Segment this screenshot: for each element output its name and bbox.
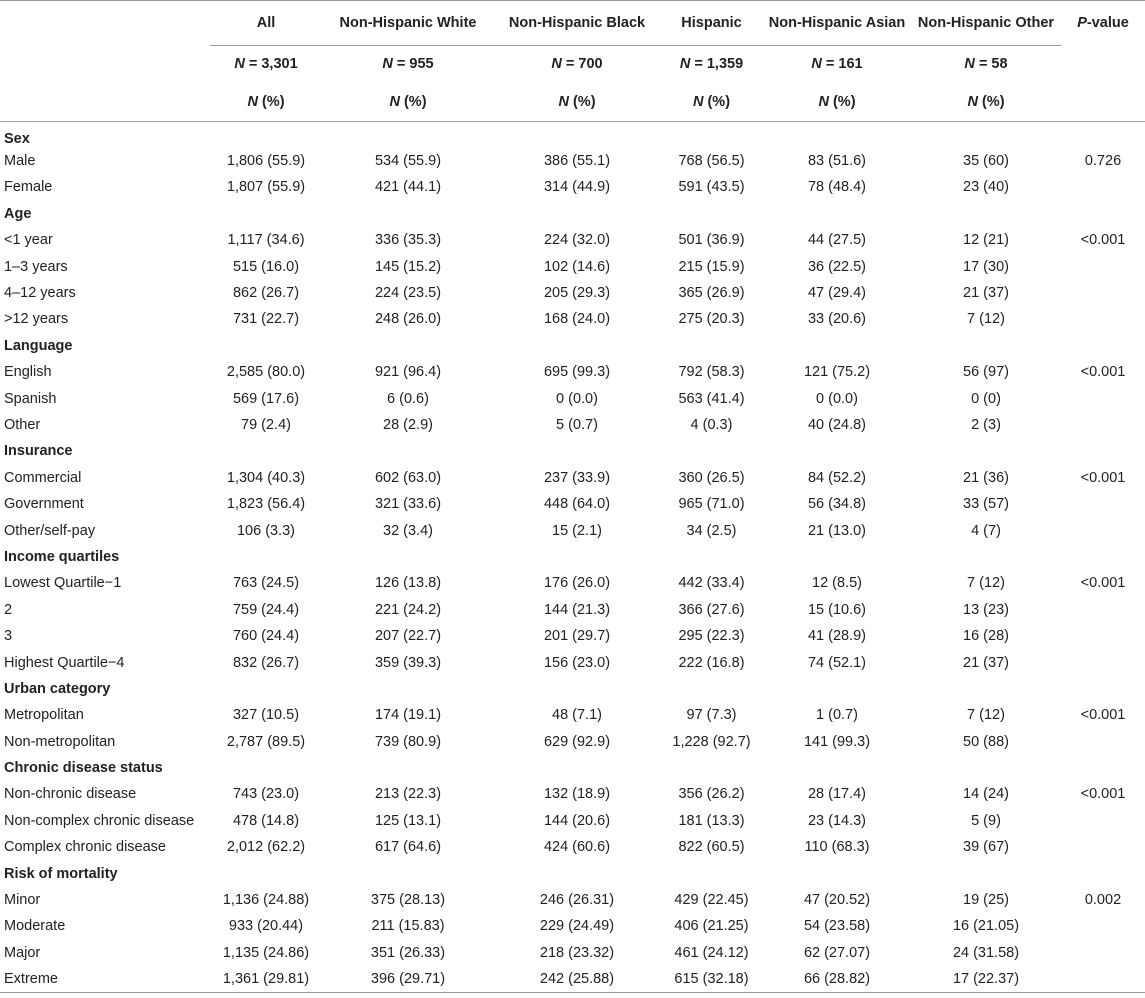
n-count-cell: N = 955	[322, 46, 494, 83]
value-cell: 35 (60)	[963, 153, 1009, 170]
value-cell: 448 (64.0)	[543, 496, 611, 513]
row-label: Non-metropolitan	[4, 733, 116, 750]
p-value-cell	[1061, 597, 1145, 623]
value-cell: 16 (28)	[963, 628, 1009, 645]
value-cell: 921 (96.4)	[374, 364, 442, 381]
value-cell: 84 (52.2)	[807, 469, 867, 486]
value-cell: 366 (27.6)	[678, 601, 745, 618]
value-cell: 15 (2.1)	[552, 522, 602, 539]
table-row	[0, 491, 1145, 517]
value-cell: 763 (24.5)	[232, 575, 300, 592]
value-cell: 6 (0.6)	[387, 390, 429, 407]
table-header	[0, 1, 1145, 122]
value-cell: 79 (2.4)	[241, 416, 291, 433]
table-row	[0, 597, 1145, 623]
value-cell: 110 (68.3)	[804, 839, 870, 856]
section-header-row	[0, 333, 1145, 359]
value-cell: 48 (7.1)	[552, 707, 602, 724]
value-cell: 78 (48.4)	[807, 179, 867, 196]
value-cell: 144 (21.3)	[543, 601, 611, 618]
row-label: Complex chronic disease	[4, 839, 166, 856]
value-cell: 33 (57)	[963, 496, 1009, 513]
table-row	[0, 148, 1145, 174]
value-cell: 0 (0)	[971, 390, 1001, 407]
value-cell: 4 (0.3)	[690, 416, 733, 433]
header-empty	[0, 46, 210, 83]
value-cell: 21 (37)	[963, 654, 1009, 671]
value-cell: 246 (26.31)	[539, 892, 615, 909]
p-value-cell	[1061, 174, 1145, 200]
row-label: English	[4, 364, 52, 381]
table-row	[0, 465, 1145, 491]
section-title: Age	[4, 205, 32, 222]
row-label: Other	[4, 416, 41, 433]
value-cell: 125 (13.1)	[374, 812, 442, 829]
col-header-nh-white: Non-Hispanic White	[339, 15, 477, 31]
header-empty	[1061, 46, 1145, 83]
value-cell: 327 (10.5)	[232, 707, 300, 724]
value-cell: 386 (55.1)	[543, 153, 611, 170]
value-cell: 24 (31.58)	[952, 944, 1020, 961]
row-label: Commercial	[4, 469, 82, 486]
value-cell: 145 (15.2)	[374, 258, 442, 275]
value-cell: 442 (33.4)	[678, 575, 745, 592]
p-value-cell	[1061, 280, 1145, 306]
percent-header-cell: N (%)	[692, 93, 731, 110]
value-cell: 515 (16.0)	[232, 258, 300, 275]
row-label: Extreme	[4, 970, 58, 987]
row-label: 4–12 years	[4, 285, 76, 302]
value-cell: 218 (23.32)	[539, 944, 615, 961]
value-cell: 1,823 (56.4)	[226, 496, 306, 513]
value-cell: 36 (22.5)	[807, 258, 867, 275]
value-cell: 132 (18.9)	[543, 786, 611, 803]
value-cell: 743 (23.0)	[232, 786, 300, 803]
percent-header-cell: N (%)	[967, 93, 1005, 110]
value-cell: 56 (34.8)	[807, 496, 867, 513]
value-cell: 461 (24.12)	[674, 944, 749, 961]
value-cell: 17 (22.37)	[952, 970, 1020, 987]
table-row	[0, 359, 1145, 385]
value-cell: 1,806 (55.9)	[226, 153, 306, 170]
row-label: Highest Quartile−4	[4, 654, 125, 671]
value-cell: 221 (24.2)	[374, 601, 442, 618]
value-cell: 375 (28.13)	[370, 892, 446, 909]
value-cell: 211 (15.83)	[371, 918, 445, 935]
section-header-row	[0, 755, 1145, 781]
value-cell: 832 (26.7)	[232, 654, 300, 671]
value-cell: 360 (26.5)	[678, 469, 745, 486]
value-cell: 4 (7)	[971, 522, 1001, 539]
section-title: Insurance	[4, 443, 73, 460]
value-cell: 213 (22.3)	[374, 786, 442, 803]
table-row	[0, 702, 1145, 728]
table-row	[0, 385, 1145, 411]
row-label: Non-complex chronic disease	[4, 812, 195, 829]
value-cell: 28 (2.9)	[383, 416, 433, 433]
value-cell: 121 (75.2)	[803, 364, 871, 381]
n-count-cell: N = 1,359	[660, 46, 763, 83]
value-cell: 14 (24)	[963, 786, 1009, 803]
value-cell: 33 (20.6)	[807, 311, 867, 328]
value-cell: 102 (14.6)	[543, 258, 611, 275]
percent-header-row	[0, 83, 1145, 122]
value-cell: 224 (23.5)	[374, 285, 442, 302]
n-count-row	[0, 46, 1145, 83]
value-cell: 12 (8.5)	[812, 575, 862, 592]
row-label: Spanish	[4, 390, 57, 407]
row-label: Lowest Quartile−1	[4, 575, 122, 592]
table-row	[0, 623, 1145, 649]
p-value-cell	[1061, 913, 1145, 939]
value-cell: 359 (39.3)	[374, 654, 442, 671]
table-row	[0, 808, 1145, 834]
value-cell: 17 (30)	[963, 258, 1009, 275]
row-label: Major	[4, 944, 41, 961]
section-header-row	[0, 860, 1145, 886]
value-cell: 54 (23.58)	[803, 918, 871, 935]
value-cell: 47 (29.4)	[807, 285, 867, 302]
value-cell: 760 (24.4)	[232, 628, 300, 645]
value-cell: 19 (25)	[963, 892, 1009, 909]
value-cell: 13 (23)	[963, 601, 1009, 618]
value-cell: 5 (9)	[971, 812, 1001, 829]
value-cell: 21 (36)	[963, 469, 1009, 486]
value-cell: 224 (32.0)	[543, 232, 611, 249]
value-cell: 39 (67)	[963, 839, 1009, 856]
value-cell: 16 (21.05)	[952, 918, 1020, 935]
table-row	[0, 781, 1145, 807]
value-cell: 181 (13.3)	[678, 812, 745, 829]
p-value-cell	[1061, 649, 1145, 675]
value-cell: 1,228 (92.7)	[672, 733, 751, 750]
value-cell: 615 (32.18)	[674, 970, 749, 987]
value-cell: 23 (40)	[963, 179, 1009, 196]
value-cell: 351 (26.33)	[370, 944, 446, 961]
n-count-cell: N = 161	[763, 46, 911, 83]
table-row	[0, 834, 1145, 860]
section-header-row	[0, 438, 1145, 464]
section-header-row	[0, 122, 1145, 148]
row-label: Metropolitan	[4, 707, 84, 724]
p-value-cell	[1061, 623, 1145, 649]
value-cell: 21 (37)	[963, 285, 1009, 302]
p-value-cell	[1061, 728, 1145, 754]
value-cell: 314 (44.9)	[543, 179, 611, 196]
p-value-cell	[1061, 491, 1145, 517]
table-row	[0, 517, 1145, 543]
table-row	[0, 412, 1145, 438]
col-header-pvalue: P-value	[1077, 15, 1129, 32]
section-title: Income quartiles	[4, 548, 120, 565]
value-cell: 174 (19.1)	[374, 707, 442, 724]
value-cell: 862 (26.7)	[232, 285, 300, 302]
value-cell: 365 (26.9)	[678, 285, 745, 302]
value-cell: 629 (92.9)	[543, 733, 611, 750]
value-cell: 295 (22.3)	[678, 628, 745, 645]
p-value-cell	[1061, 412, 1145, 438]
value-cell: 50 (88)	[963, 733, 1009, 750]
value-cell: 501 (36.9)	[678, 232, 745, 249]
p-value-cell: <0.001	[1080, 707, 1126, 724]
value-cell: 23 (14.3)	[807, 812, 867, 829]
value-cell: 1,361 (29.81)	[222, 970, 310, 987]
value-cell: 15 (10.6)	[807, 601, 867, 618]
n-count-cell: N = 3,301	[210, 46, 322, 83]
row-label: Male	[4, 153, 36, 170]
value-cell: 1,807 (55.9)	[226, 179, 306, 196]
section-header-row	[0, 201, 1145, 227]
value-cell: 792 (58.3)	[678, 364, 745, 381]
table-body	[0, 122, 1145, 993]
value-cell: 40 (24.8)	[807, 416, 867, 433]
value-cell: 215 (15.9)	[678, 258, 745, 275]
value-cell: 2,585 (80.0)	[226, 364, 306, 381]
value-cell: 1,135 (24.86)	[222, 944, 310, 961]
value-cell: 321 (33.6)	[374, 496, 442, 513]
value-cell: 83 (51.6)	[807, 153, 867, 170]
p-value-cell: 0.002	[1084, 892, 1122, 909]
value-cell: 356 (26.2)	[678, 786, 745, 803]
p-value-cell	[1061, 940, 1145, 966]
value-cell: 176 (26.0)	[543, 575, 611, 592]
percent-header-cell: N (%)	[247, 93, 285, 110]
col-header-nh-asian: Non-Hispanic Asian	[768, 15, 906, 31]
table-row	[0, 280, 1145, 306]
value-cell: 7 (12)	[967, 707, 1005, 724]
value-cell: 74 (52.1)	[807, 654, 867, 671]
value-cell: 429 (22.45)	[674, 892, 749, 909]
p-value-cell	[1061, 385, 1145, 411]
n-count-cell: N = 700	[494, 46, 660, 83]
table-row	[0, 570, 1145, 596]
value-cell: 229 (24.49)	[539, 918, 615, 935]
col-header-hispanic: Hispanic	[681, 15, 742, 31]
header-empty	[0, 83, 210, 122]
col-header-nh-black: Non-Hispanic Black	[508, 15, 646, 31]
p-value-cell: <0.001	[1080, 364, 1126, 381]
section-title: Urban category	[4, 680, 111, 697]
table-row	[0, 887, 1145, 913]
p-value-cell: <0.001	[1080, 469, 1126, 486]
value-cell: 336 (35.3)	[374, 232, 442, 249]
p-value-cell: <0.001	[1080, 786, 1126, 803]
row-label: 2	[4, 601, 13, 618]
value-cell: 56 (97)	[963, 364, 1009, 381]
p-value-cell	[1061, 253, 1145, 279]
value-cell: 768 (56.5)	[678, 153, 745, 170]
value-cell: 965 (71.0)	[678, 496, 745, 513]
value-cell: 396 (29.71)	[370, 970, 446, 987]
value-cell: 144 (20.6)	[543, 812, 611, 829]
value-cell: 478 (14.8)	[232, 812, 300, 829]
value-cell: 275 (20.3)	[678, 311, 745, 328]
p-value-cell	[1061, 306, 1145, 332]
value-cell: 21 (13.0)	[807, 522, 867, 539]
header-empty	[0, 1, 210, 46]
value-cell: 602 (63.0)	[374, 469, 442, 486]
value-cell: 5 (0.7)	[556, 416, 598, 433]
value-cell: 1,136 (24.88)	[222, 892, 310, 909]
value-cell: 2,787 (89.5)	[226, 733, 306, 750]
value-cell: 2 (3)	[971, 416, 1001, 433]
value-cell: 591 (43.5)	[678, 179, 745, 196]
row-label: >12 years	[4, 311, 69, 328]
value-cell: 933 (20.44)	[228, 918, 304, 935]
col-header-nh-other: Non-Hispanic Other	[917, 15, 1055, 31]
table-row	[0, 253, 1145, 279]
row-label: Government	[4, 496, 84, 513]
value-cell: 12 (21)	[963, 232, 1009, 249]
value-cell: 563 (41.4)	[678, 390, 745, 407]
value-cell: 7 (12)	[967, 575, 1005, 592]
row-label: Moderate	[4, 918, 66, 935]
section-title: Chronic disease status	[4, 760, 163, 777]
section-title: Risk of mortality	[4, 865, 118, 882]
value-cell: 237 (33.9)	[543, 469, 611, 486]
row-label: Non-chronic disease	[4, 786, 137, 803]
value-cell: 222 (16.8)	[678, 654, 745, 671]
percent-header-cell: N (%)	[558, 93, 596, 110]
value-cell: 617 (64.6)	[374, 839, 442, 856]
table-row	[0, 174, 1145, 200]
table-row	[0, 913, 1145, 939]
value-cell: 34 (2.5)	[686, 522, 737, 539]
row-label: 3	[4, 628, 13, 645]
value-cell: 731 (22.7)	[232, 311, 300, 328]
value-cell: 822 (60.5)	[678, 839, 745, 856]
value-cell: 424 (60.6)	[543, 839, 611, 856]
value-cell: 32 (3.4)	[383, 522, 433, 539]
value-cell: 66 (28.82)	[803, 970, 871, 987]
section-title: Language	[4, 337, 73, 354]
value-cell: 421 (44.1)	[374, 179, 442, 196]
value-cell: 28 (17.4)	[807, 786, 867, 803]
n-count-cell: N = 58	[911, 46, 1061, 83]
p-value-cell	[1061, 966, 1145, 992]
table-row	[0, 649, 1145, 675]
table-row	[0, 966, 1145, 992]
section-title: Sex	[4, 130, 30, 147]
value-cell: 47 (20.52)	[803, 892, 871, 909]
row-label: Female	[4, 179, 53, 196]
col-header-all: All	[256, 15, 276, 31]
value-cell: 126 (13.8)	[374, 575, 442, 592]
section-header-row	[0, 544, 1145, 570]
table-row	[0, 728, 1145, 754]
p-value-cell: 0.726	[1084, 153, 1122, 170]
value-cell: 62 (27.07)	[803, 944, 871, 961]
p-value-cell: <0.001	[1080, 232, 1126, 249]
table-row	[0, 227, 1145, 253]
value-cell: 106 (3.3)	[236, 522, 296, 539]
value-cell: 201 (29.7)	[543, 628, 611, 645]
p-value-cell	[1061, 517, 1145, 543]
value-cell: 141 (99.3)	[803, 733, 871, 750]
p-value-cell: <0.001	[1080, 575, 1126, 592]
row-label: 1–3 years	[4, 258, 68, 275]
row-label: Minor	[4, 892, 41, 909]
value-cell: 156 (23.0)	[543, 654, 611, 671]
p-value-cell	[1061, 808, 1145, 834]
value-cell: 739 (80.9)	[374, 733, 442, 750]
value-cell: 1,117 (34.6)	[227, 232, 305, 249]
section-header-row	[0, 676, 1145, 702]
value-cell: 1 (0.7)	[816, 707, 858, 724]
p-value-cell	[1061, 834, 1145, 860]
row-label: Other/self-pay	[4, 522, 96, 539]
row-label: <1 year	[4, 232, 53, 249]
value-cell: 569 (17.6)	[232, 390, 300, 407]
value-cell: 2,012 (62.2)	[226, 839, 306, 856]
table-row	[0, 306, 1145, 332]
value-cell: 0 (0.0)	[556, 390, 598, 407]
value-cell: 0 (0.0)	[816, 390, 858, 407]
value-cell: 759 (24.4)	[232, 601, 300, 618]
value-cell: 41 (28.9)	[807, 628, 867, 645]
value-cell: 97 (7.3)	[686, 707, 737, 724]
value-cell: 168 (24.0)	[543, 311, 611, 328]
value-cell: 242 (25.88)	[539, 970, 615, 987]
header-empty	[1061, 83, 1145, 122]
value-cell: 7 (12)	[967, 311, 1005, 328]
table-row	[0, 940, 1145, 966]
value-cell: 534 (55.9)	[374, 153, 442, 170]
value-cell: 406 (21.25)	[674, 918, 749, 935]
percent-header-cell: N (%)	[818, 93, 856, 110]
value-cell: 695 (99.3)	[543, 364, 611, 381]
percent-header-cell: N (%)	[389, 93, 427, 110]
value-cell: 205 (29.3)	[543, 285, 611, 302]
value-cell: 1,304 (40.3)	[226, 469, 306, 486]
value-cell: 207 (22.7)	[374, 628, 442, 645]
value-cell: 248 (26.0)	[374, 311, 442, 328]
value-cell: 44 (27.5)	[807, 232, 867, 249]
